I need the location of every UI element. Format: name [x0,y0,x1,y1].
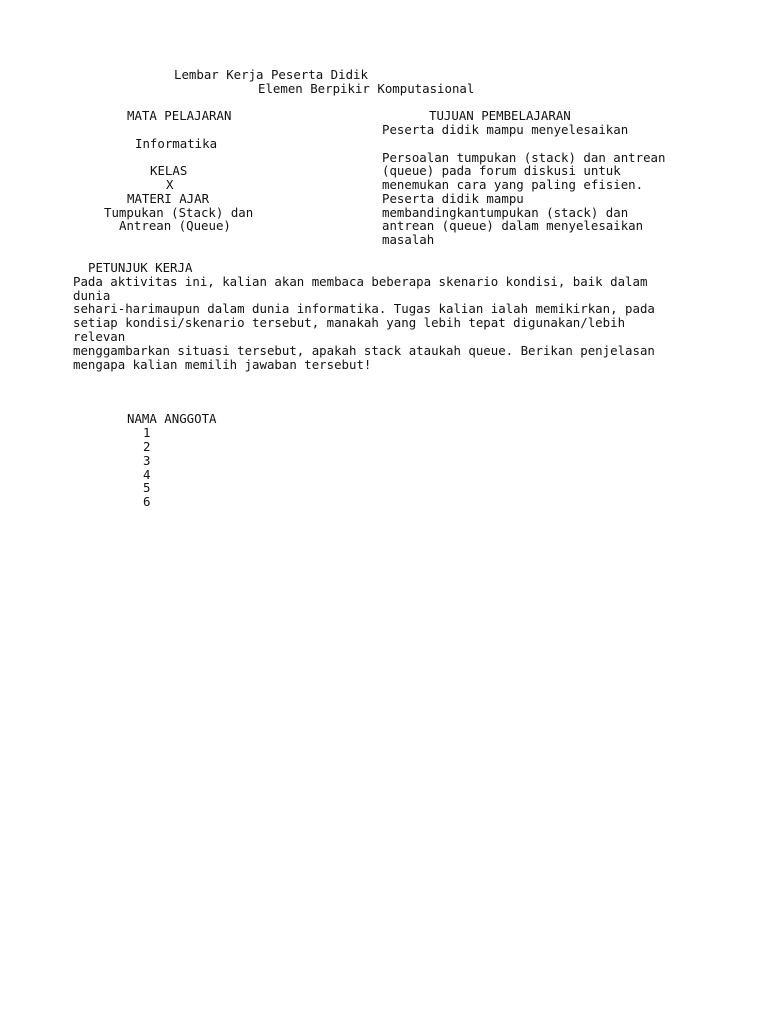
tujuan-line: Peserta didik mampu [382,191,524,206]
document-title: Lembar Kerja Peserta Didik [174,67,368,82]
tujuan-line: Peserta didik mampu menyelesaikan [382,122,629,137]
tujuan-line: Persoalan tumpukan (stack) dan antrean [382,150,666,165]
materi-ajar-label: MATERI AJAR [127,191,210,206]
anggota-number: 5 [143,480,151,495]
mata-pelajaran-label: MATA PELAJARAN [127,108,232,123]
anggota-number: 4 [143,467,151,482]
document-subtitle: Elemen Berpikir Komputasional [258,81,475,96]
materi-ajar-value-line1: Tumpukan (Stack) dan [104,205,254,220]
petunjuk-line: relevan [73,329,126,344]
nama-anggota-label: NAMA ANGGOTA [127,411,217,426]
anggota-number: 2 [143,439,151,454]
petunjuk-line: menggambarkan situasi tersebut, apakah stack ataukah queue. Berikan penjelasan [73,343,655,358]
petunjuk-kerja-label: PETUNJUK KERJA [88,260,193,275]
mata-pelajaran-value: Informatika [135,136,218,151]
anggota-number: 1 [143,425,151,440]
petunjuk-line: sehari-harimaupun dalam dunia informatika. Tugas kalian ialah memikirkan, pada [73,301,655,316]
tujuan-line: menemukan cara yang paling efisien. [382,177,644,192]
kelas-value: X [166,177,174,192]
materi-ajar-value-line2: Antrean (Queue) [119,218,231,233]
petunjuk-line: setiap kondisi/skenario tersebut, manakah yang lebih tepat digunakan/lebih [73,315,626,330]
tujuan-pembelajaran-label: TUJUAN PEMBELAJARAN [429,108,571,123]
anggota-number: 3 [143,453,151,468]
tujuan-line: membandingkantumpukan (stack) dan [382,205,629,220]
petunjuk-line: Pada aktivitas ini, kalian akan membaca beberapa skenario kondisi, baik dalam [73,274,648,289]
petunjuk-line: mengapa kalian memilih jawaban tersebut! [73,357,372,372]
anggota-number: 6 [143,494,151,509]
tujuan-line: antrean (queue) dalam menyelesaikan [382,218,644,233]
petunjuk-line: dunia [73,288,111,303]
tujuan-line: masalah [382,232,435,247]
tujuan-line: (queue) pada forum diskusi untuk [382,163,621,178]
kelas-label: KELAS [150,163,188,178]
